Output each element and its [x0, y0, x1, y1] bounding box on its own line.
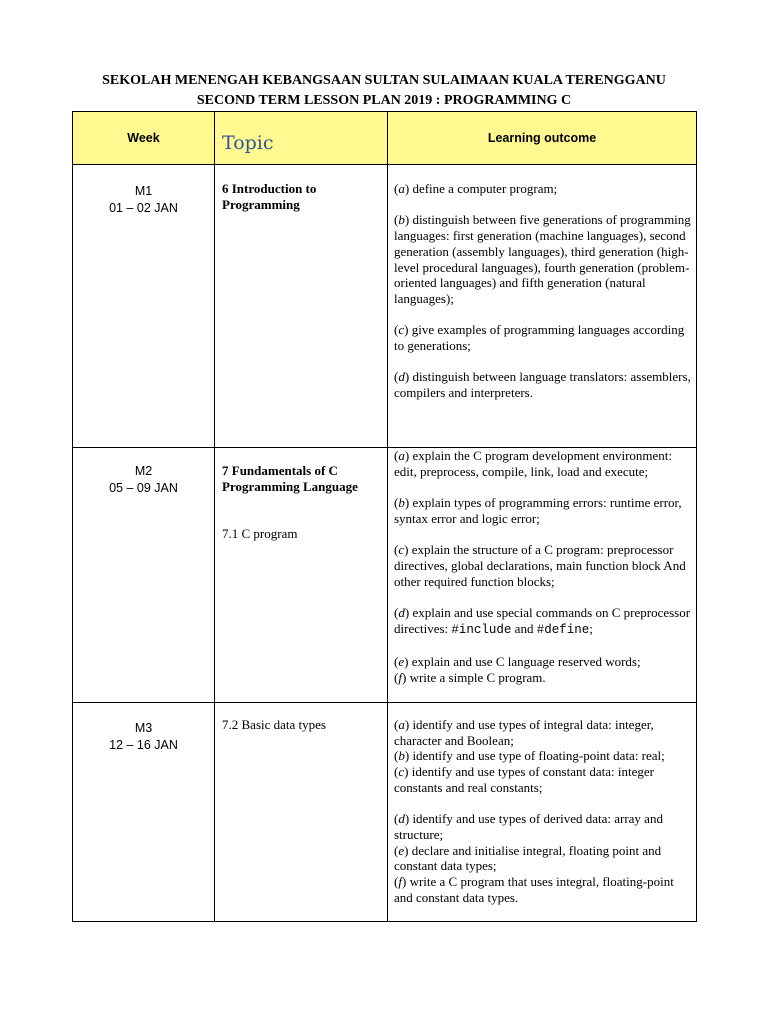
topic-title: 7.2 Basic data types — [222, 717, 326, 732]
outcome-cell — [388, 703, 697, 922]
subtopic-title: 7.1 C program — [222, 526, 298, 541]
outcome-list — [388, 448, 696, 685]
table-row — [73, 165, 697, 448]
outcome-list — [388, 165, 696, 401]
outcome-item: (d) distinguish between language translators: assemblers, compilers and interpreters. — [394, 369, 691, 401]
outcome-item: (f) write a simple C program. — [394, 669, 546, 685]
outcome-item: (d) identify and use types of derived data: array and structure; — [394, 811, 663, 842]
table-row — [73, 703, 697, 922]
topic-cell — [215, 448, 388, 703]
week-cell — [73, 703, 215, 922]
topic-title: 7 Fundamentals of C Programming Language — [222, 463, 358, 494]
week-dates: 01 – 02 JAN — [109, 201, 178, 215]
outcome-item: (e) explain and use C language reserved words; — [394, 654, 641, 670]
outcome-item: (c) explain the structure of a C program: preprocessor directives, global declarations, main function block And other required function blocks; — [394, 542, 686, 589]
outcome-item: (c) give examples of programming languages according to generations; — [394, 322, 685, 353]
outcome-item: (f) write a C program that uses integral, floating-point and constant data types. — [394, 874, 674, 905]
week-dates: 12 – 16 JAN — [109, 738, 178, 752]
topic-cell — [215, 165, 388, 448]
header-topic-cell — [215, 112, 388, 165]
header-week-cell — [73, 112, 215, 165]
plan-title: SECOND TERM LESSON PLAN 2019 : PROGRAMMING C — [196, 93, 572, 108]
week-cell — [73, 165, 215, 448]
week-code: M2 — [134, 464, 153, 478]
header-outcome: Learning outcome — [487, 131, 597, 145]
outcome-item: (b) identify and use type of floating-point data: real; — [394, 748, 665, 764]
lesson-plan-table — [72, 111, 697, 922]
outcome-cell — [388, 448, 697, 703]
outcome-item: (c) identify and use types of constant data: integer constants and real constants; — [394, 764, 654, 795]
outcome-cell — [388, 165, 697, 448]
code-define: #define — [536, 622, 590, 637]
header-week: Week — [127, 131, 160, 145]
outcome-item: (a) define a computer program; — [394, 181, 558, 196]
week-code: M3 — [134, 721, 153, 735]
outcome-item: (a) identify and use types of integral data: integer, character and Boolean; — [394, 717, 654, 748]
table-header-row — [73, 112, 697, 165]
school-title: SEKOLAH MENENGAH KEBANGSAAN SULTAN SULAIMAAN KUALA TERENGGANU — [102, 73, 666, 88]
week-dates: 05 – 09 JAN — [109, 481, 178, 495]
outcome-item: (a) explain the C program development environment: edit, preprocess, compile, link, load and execute; — [394, 448, 673, 479]
week-cell — [73, 448, 215, 703]
topic-cell — [215, 703, 388, 922]
header-topic: Topic — [222, 132, 274, 154]
outcome-item: (d) explain and use special commands on C preprocessor directives: #include and #define; — [394, 604, 691, 637]
week-info — [73, 165, 214, 217]
week-info — [73, 703, 214, 754]
week-info — [73, 448, 214, 497]
outcome-item: (e) declare and initialise integral, floating point and constant data types; — [394, 842, 662, 874]
outcome-item: (b) explain types of programming errors: runtime error, syntax error and logic error; — [394, 495, 682, 526]
code-include: #include — [451, 622, 512, 637]
header-outcome-cell — [388, 112, 697, 165]
week-code: M1 — [134, 184, 153, 198]
table-row — [73, 448, 697, 703]
topic-title: 6 Introduction to Programming — [222, 181, 317, 212]
outcome-list — [388, 703, 696, 905]
outcome-item: (b) distinguish between five generations of programming languages: first generation (machine languages), second generation (assembly languages), third generation (high- level procedural languages), fourth generation (problem-oriented languages) and fifth generation (natural languages); — [394, 212, 691, 306]
